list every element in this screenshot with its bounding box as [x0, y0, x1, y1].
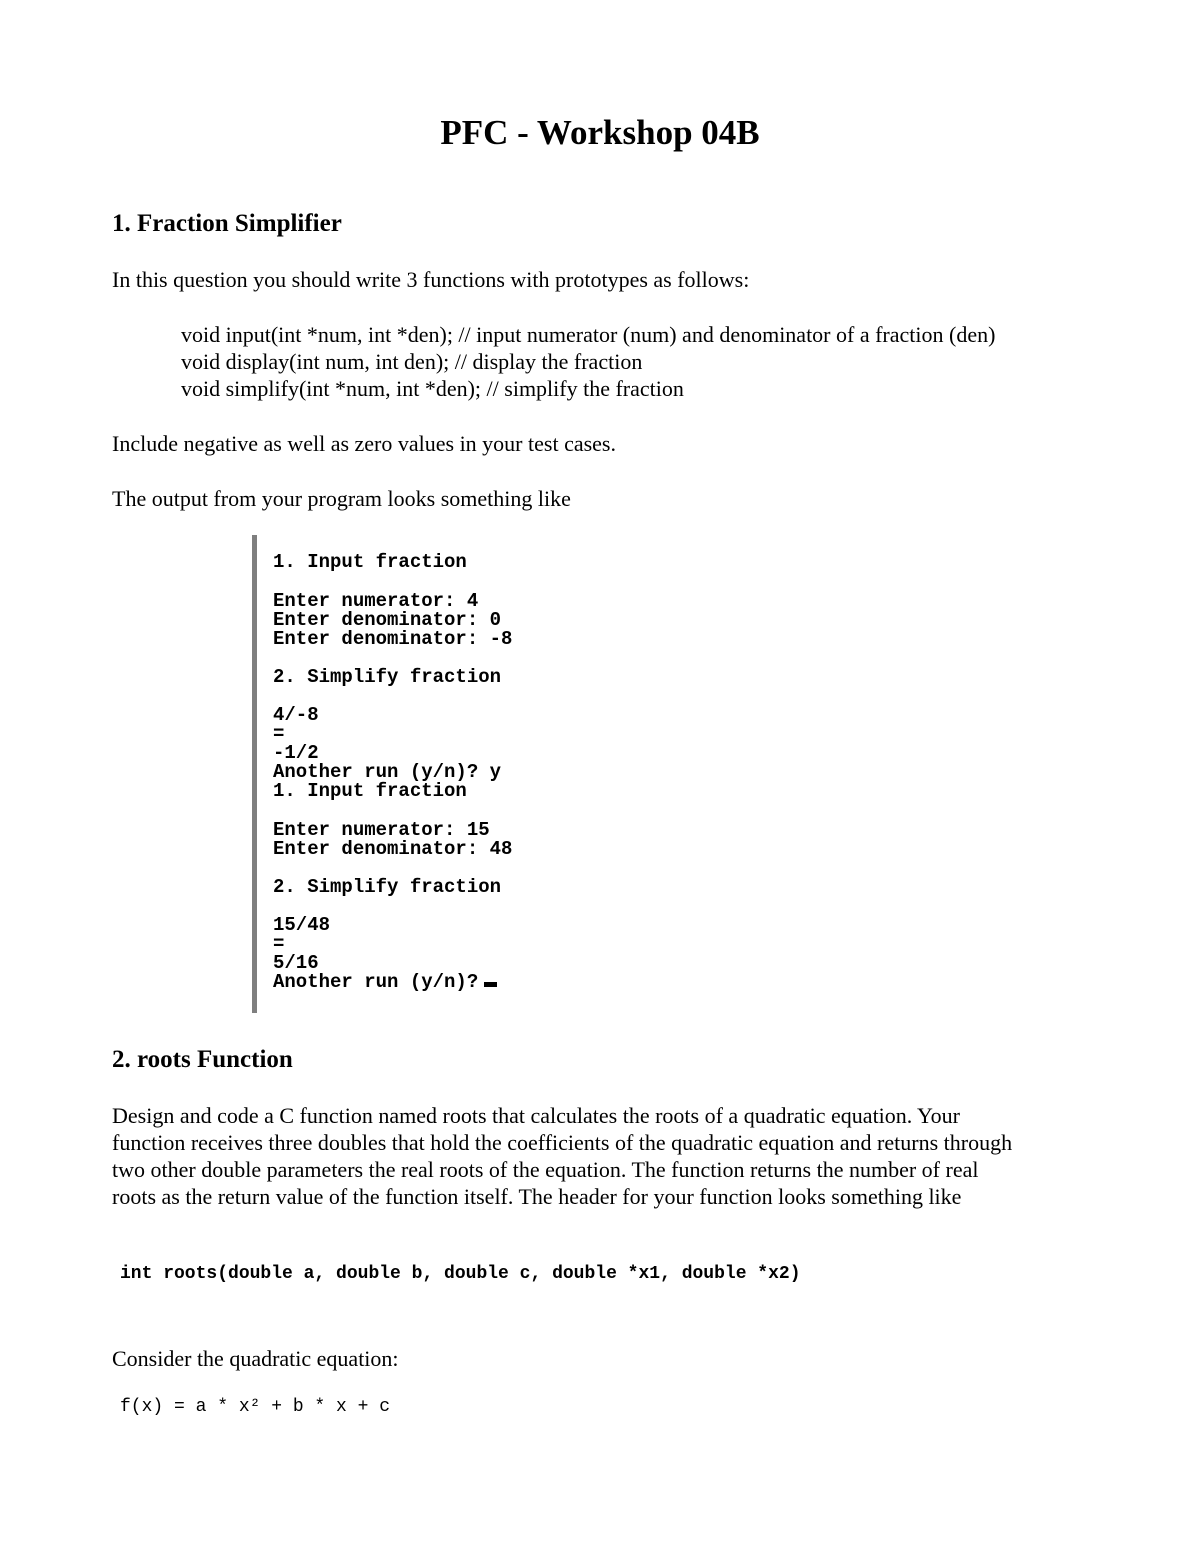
test-cases-note: Include negative as well as zero values in your test cases.	[112, 431, 616, 456]
console-line: 1. Input fraction	[273, 780, 467, 802]
section-2-paragraph-line: function receives three doubles that hold the coefficients of the quadratic equation and returns through	[112, 1130, 1013, 1155]
console-line: Enter numerator: 4	[273, 590, 479, 612]
console-line: -1/2	[273, 742, 319, 764]
section-2-heading: 2. roots Function	[112, 1046, 293, 1073]
console-line: 5/16	[273, 952, 319, 974]
console-line: Another run (y/n)?	[273, 971, 479, 993]
console-line: Enter denominator: -8	[273, 628, 513, 650]
console-line: 4/-8	[273, 704, 319, 726]
console-output-screenshot	[252, 535, 582, 1013]
console-line: 2. Simplify fraction	[273, 666, 502, 688]
console-line: 2. Simplify fraction	[273, 876, 502, 898]
text-cursor	[484, 982, 497, 987]
console-line: =	[273, 933, 285, 955]
console-line: Enter numerator: 15	[273, 819, 490, 841]
console-last-line	[273, 973, 497, 992]
output-intro: The output from your program looks something like	[112, 486, 571, 511]
roots-function-header: int roots(double a, double b, double c, double *x1, double *x2)	[120, 1264, 801, 1284]
console-line: =	[273, 723, 285, 745]
console-line: Enter denominator: 0	[273, 609, 502, 631]
prototype-input: void input(int *num, int *den); // input numerator (num) and denominator of a fraction (den)	[181, 322, 996, 347]
prototype-simplify: void simplify(int *num, int *den); // simplify the fraction	[181, 376, 684, 401]
console-line: 15/48	[273, 914, 331, 936]
page-title: PFC - Workshop 04B	[440, 113, 760, 152]
section-1-intro: In this question you should write 3 functions with prototypes as follows:	[112, 267, 750, 292]
section-2-paragraph-line: Design and code a C function named roots that calculates the roots of a quadratic equation. Your	[112, 1103, 960, 1128]
section-2-paragraph-line: two other double parameters the real roots of the equation. The function returns the number of real	[112, 1157, 979, 1182]
section-2-paragraph-line: roots as the return value of the function itself. The header for your function looks something like	[112, 1184, 962, 1209]
section-1-heading: 1. Fraction Simplifier	[112, 210, 342, 237]
consider-text: Consider the quadratic equation:	[112, 1346, 399, 1371]
console-line: 1. Input fraction	[273, 551, 467, 573]
console-line: Enter denominator: 48	[273, 838, 513, 860]
prototype-display: void display(int num, int den); // display the fraction	[181, 349, 643, 374]
console-line: Another run (y/n)? y	[273, 761, 502, 783]
quadratic-equation: f(x) = a * x² + b * x + c	[120, 1397, 391, 1417]
